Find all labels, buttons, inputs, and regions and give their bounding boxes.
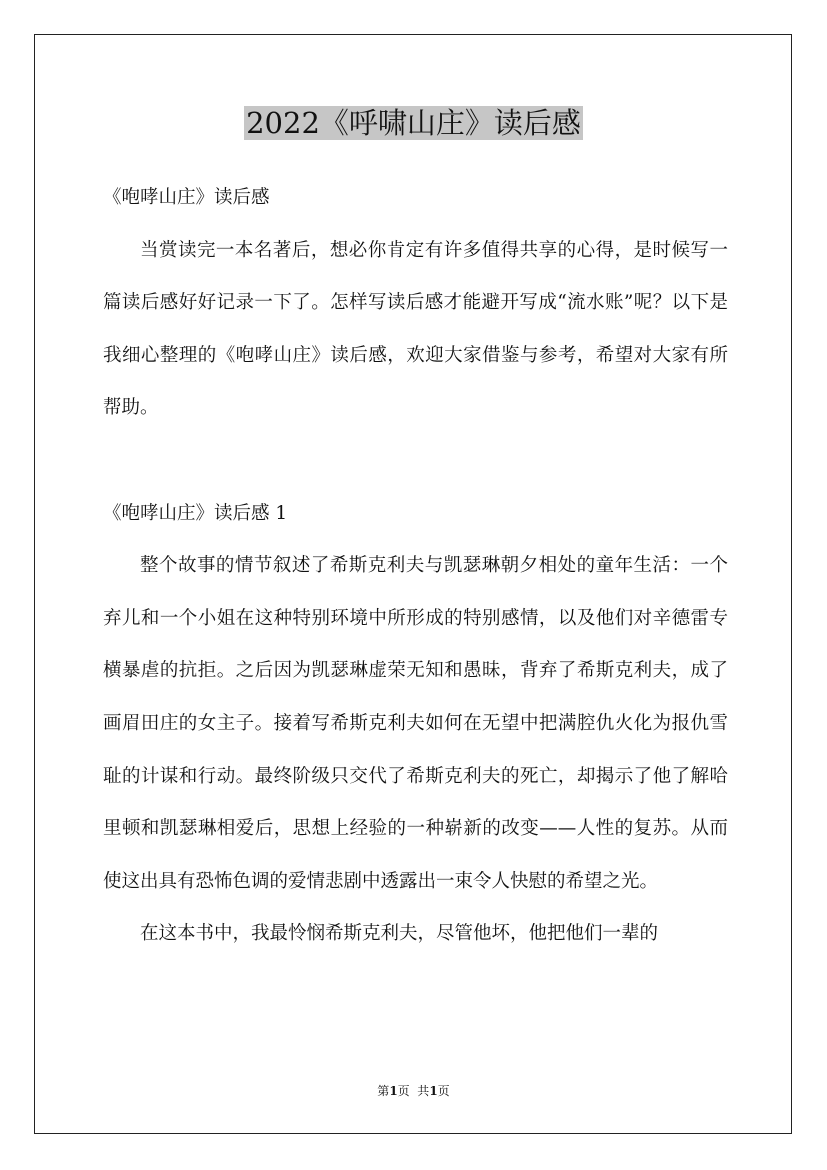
page-label-prefix: 第 [377,1084,390,1098]
intro-paragraph: 当赏读完一本名著后，想必你肯定有许多值得共享的心得，是时候写一篇读后感好好记录一下了。怎样写读后感才能避开写成“流水账”呢？以下是我细心整理的《咆哮山庄》读后感，欢迎大家借鉴与参考，希望对大家有所帮助。 [103,239,728,419]
intro-heading: 《咆哮山庄》读后感 [103,187,270,208]
section-heading: 《咆哮山庄》读后感 1 [103,502,288,524]
page-label-mid: 页 共 [397,1084,430,1098]
page-label-suffix: 页 [437,1084,450,1098]
document-title-text: 2022《呼啸山庄》读后感 [246,106,581,140]
page-total-number: 1 [429,1084,438,1098]
section-paragraph-1: 整个故事的情节叙述了希斯克利夫与凯瑟琳朝夕相处的童年生活：一个弃儿和一个小姐在这种特别环境中所形成的特别感情，以及他们对辛德雷专横暴虐的抗拒。之后因为凯瑟琳虚荣无知和愚昧，背弃了希斯克利夫，成了画眉田庄的女主子。接着写希斯克利夫如何在无望中把满腔仇火化为报仇雪耻的计谋和行动。最终阶级只交代了希斯克利夫的死亡，却揭示了他了解哈里顿和凯瑟琳相爱后，思想上经验的一种崭新的改变——人性的复苏。从而使这出具有恐怖色调的爱情悲剧中透露出一束令人快慰的希望之光。 [103,555,728,892]
document-title [0,101,827,145]
document-body [103,172,728,961]
blank-line [103,435,728,488]
page-footer [0,1083,827,1099]
section-paragraph-2: 在这本书中，我最怜悯希斯克利夫，尽管他坏，他把他们一辈的 [140,923,659,945]
page-current-number: 1 [389,1084,398,1098]
